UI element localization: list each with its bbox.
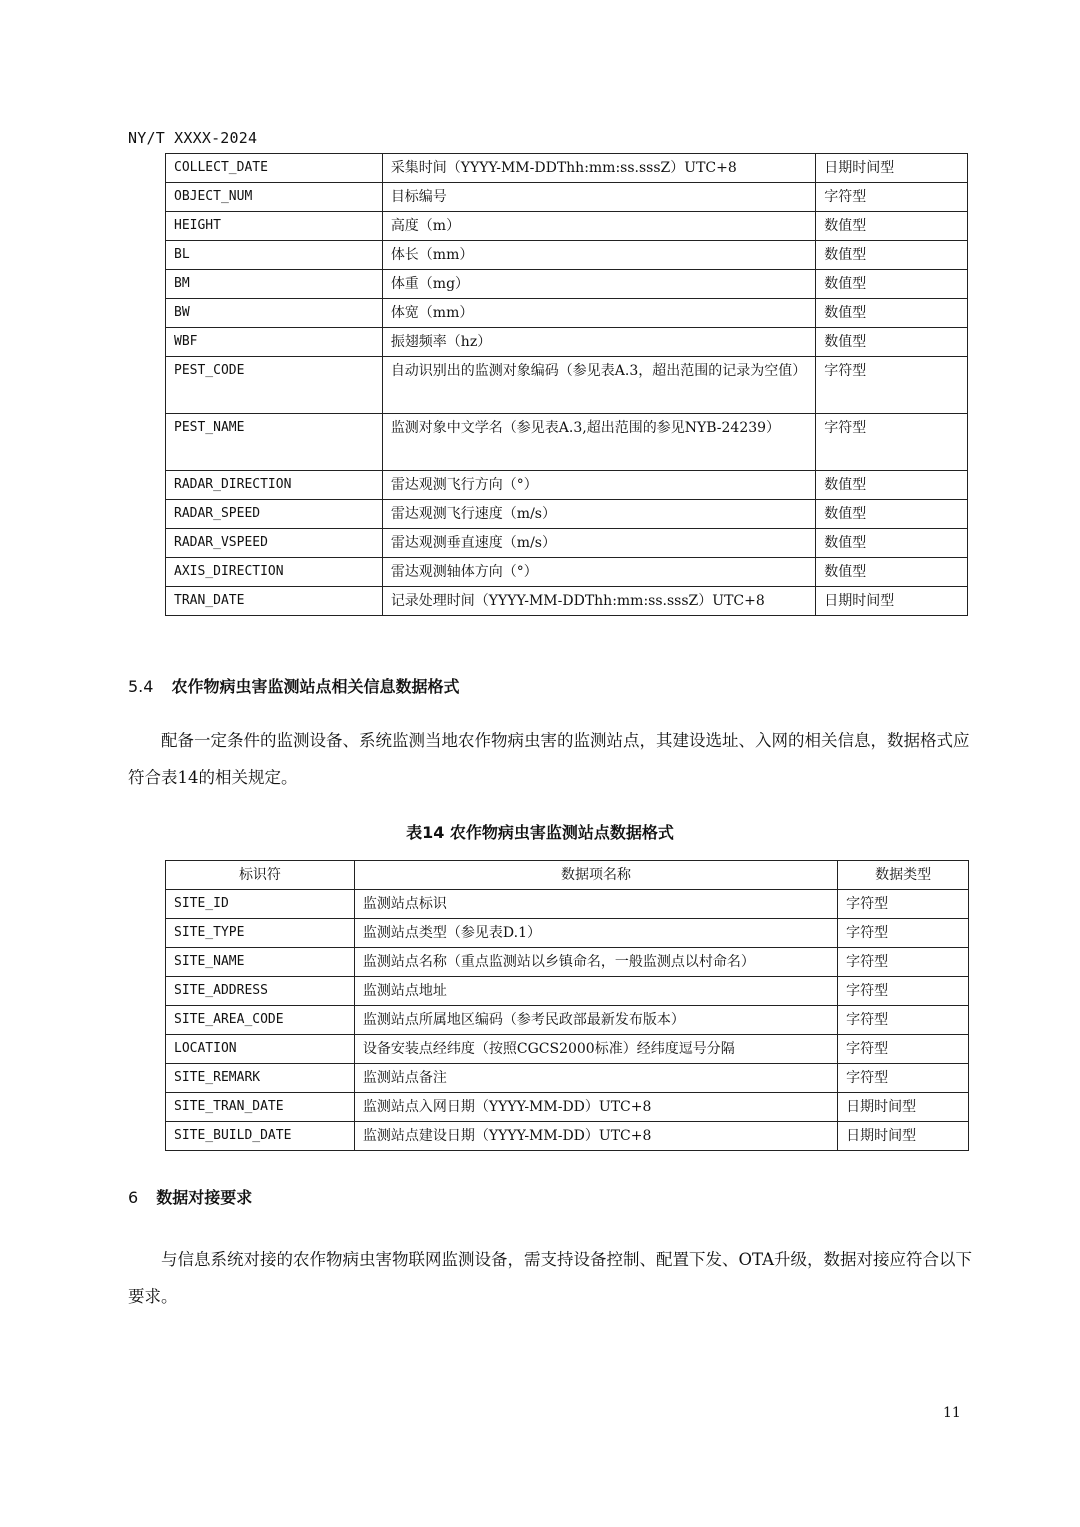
cell-identifier: SITE_NAME [166,948,355,977]
table-row [166,357,968,414]
cell-data-type: 字符型 [816,357,968,414]
cell-data-type: 字符型 [816,183,968,212]
section-paragraph: 配备一定条件的监测设备、系统监测当地农作物病虫害的监测站点，其建设选址、入网的相关信息，数据格式应符合表14的相关规定。 [128,731,970,787]
cell-identifier: TRAN_DATE [166,587,383,616]
cell-item-name: 振翅频率（hz） [382,328,815,357]
header-data-type: 数据类型 [838,861,969,890]
cell-item-name: 体宽（mm） [382,299,815,328]
cell-item-name: 记录处理时间（YYYY-MM-DDThh:mm:ss.sssZ）UTC+8 [382,587,815,616]
cell-data-type: 字符型 [838,1006,969,1035]
table-row [166,241,968,270]
cell-data-type: 数值型 [816,529,968,558]
cell-data-type: 数值型 [816,270,968,299]
cell-identifier: SITE_ADDRESS [166,977,355,1006]
cell-data-type: 日期时间型 [838,1122,969,1151]
cell-item-name: 自动识别出的监测对象编码（参见表A.3，超出范围的记录为空值） [382,357,815,414]
table-row [166,890,969,919]
cell-item-name: 监测站点名称（重点监测站以乡镇命名，一般监测点以村命名） [354,948,837,977]
cell-data-type: 数值型 [816,558,968,587]
table-row [166,587,968,616]
table-row [166,1093,969,1122]
cell-item-name: 体重（mg） [382,270,815,299]
data-format-table-continued [165,153,968,616]
page-number: 11 [943,1405,961,1421]
cell-identifier: SITE_TRAN_DATE [166,1093,355,1122]
cell-data-type: 日期时间型 [816,154,968,183]
table-row [166,471,968,500]
cell-item-name: 采集时间（YYYY-MM-DDThh:mm:ss.sssZ）UTC+8 [382,154,815,183]
cell-identifier: SITE_BUILD_DATE [166,1122,355,1151]
cell-data-type: 字符型 [838,948,969,977]
section-title: 农作物病虫害监测站点相关信息数据格式 [171,677,460,696]
cell-identifier: SITE_AREA_CODE [166,1006,355,1035]
table-row [166,270,968,299]
cell-identifier: BW [166,299,383,328]
cell-identifier: SITE_ID [166,890,355,919]
cell-item-name: 雷达观测飞行方向（°） [382,471,815,500]
cell-identifier: COLLECT_DATE [166,154,383,183]
table-row [166,212,968,241]
document-code: NY/T XXXX-2024 [128,129,258,147]
cell-identifier: AXIS_DIRECTION [166,558,383,587]
cell-identifier: BL [166,241,383,270]
table-row [166,414,968,471]
cell-data-type: 数值型 [816,299,968,328]
table-row [166,500,968,529]
cell-item-name: 雷达观测轴体方向（°） [382,558,815,587]
cell-item-name: 雷达观测飞行速度（m/s） [382,500,815,529]
cell-item-name: 目标编号 [382,183,815,212]
table-row [166,154,968,183]
table-row [166,529,968,558]
cell-identifier: SITE_REMARK [166,1064,355,1093]
cell-identifier: LOCATION [166,1035,355,1064]
table-row [166,1122,969,1151]
header-identifier: 标识符 [166,861,355,890]
cell-identifier: WBF [166,328,383,357]
cell-identifier: SITE_TYPE [166,919,355,948]
section-number: 6 [128,1188,139,1207]
cell-identifier: HEIGHT [166,212,383,241]
cell-identifier: PEST_NAME [166,414,383,471]
cell-data-type: 数值型 [816,241,968,270]
table-row [166,977,969,1006]
cell-data-type: 字符型 [838,1064,969,1093]
cell-identifier: RADAR_SPEED [166,500,383,529]
cell-identifier: RADAR_VSPEED [166,529,383,558]
cell-item-name: 体长（mm） [382,241,815,270]
cell-data-type: 字符型 [838,919,969,948]
cell-data-type: 日期时间型 [838,1093,969,1122]
cell-item-name: 高度（m） [382,212,815,241]
table-row [166,558,968,587]
cell-item-name: 监测站点所属地区编码（参考民政部最新发布版本） [354,1006,837,1035]
cell-item-name: 监测站点建设日期（YYYY-MM-DD）UTC+8 [354,1122,837,1151]
table-row [166,1035,969,1064]
cell-data-type: 字符型 [838,1035,969,1064]
section-title: 数据对接要求 [156,1188,253,1207]
cell-identifier: RADAR_DIRECTION [166,471,383,500]
cell-data-type: 字符型 [816,414,968,471]
section-heading-5-4 [128,674,459,697]
section-paragraph: 与信息系统对接的农作物病虫害物联网监测设备，需支持设备控制、配置下发、OTA升级，数据对接应符合以下要求。 [128,1250,973,1306]
cell-identifier: OBJECT_NUM [166,183,383,212]
section-heading-6 [128,1185,252,1208]
table-row [166,948,969,977]
cell-data-type: 数值型 [816,471,968,500]
cell-data-type: 字符型 [838,977,969,1006]
site-data-format-table [165,860,969,1151]
cell-item-name: 监测站点入网日期（YYYY-MM-DD）UTC+8 [354,1093,837,1122]
cell-item-name: 监测对象中文学名（参见表A.3,超出范围的参见NYB-24239） [382,414,815,471]
cell-data-type: 字符型 [838,890,969,919]
table-caption: 表14 农作物病虫害监测站点数据格式 [406,823,674,842]
table-row [166,1064,969,1093]
cell-identifier: BM [166,270,383,299]
cell-identifier: PEST_CODE [166,357,383,414]
cell-item-name: 设备安装点经纬度（按照CGCS2000标准）经纬度逗号分隔 [354,1035,837,1064]
table-row [166,183,968,212]
cell-item-name: 监测站点标识 [354,890,837,919]
cell-data-type: 日期时间型 [816,587,968,616]
table-header-row [166,861,969,890]
cell-data-type: 数值型 [816,500,968,529]
table-row [166,1006,969,1035]
cell-item-name: 监测站点备注 [354,1064,837,1093]
section-number: 5.4 [128,677,154,696]
cell-item-name: 雷达观测垂直速度（m/s） [382,529,815,558]
table-row [166,299,968,328]
cell-data-type: 数值型 [816,328,968,357]
cell-data-type: 数值型 [816,212,968,241]
table-row [166,919,969,948]
cell-item-name: 监测站点地址 [354,977,837,1006]
table-row [166,328,968,357]
header-item-name: 数据项名称 [354,861,837,890]
cell-item-name: 监测站点类型（参见表D.1） [354,919,837,948]
